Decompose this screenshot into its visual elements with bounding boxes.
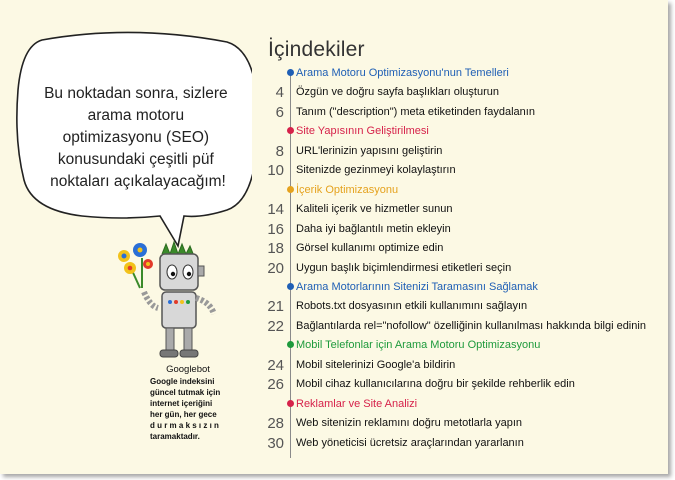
mascot-description-line: internet içeriğini xyxy=(150,399,213,408)
bubble-line-2: arama motoru xyxy=(87,107,185,124)
section-bullet-icon xyxy=(287,283,294,290)
toc-entry-label: Özgün ve doğru sayfa başlıkları oluşturun xyxy=(296,86,500,99)
toc-section-heading[interactable] xyxy=(240,121,665,141)
toc-entry-label: Web sitenizin reklamını doğru metotlarla yapın xyxy=(296,417,523,430)
toc-section-label: Arama Motoru Optimizasyonu'nun Temelleri xyxy=(296,67,509,79)
toc-entry-label: Kaliteli içerik ve hizmetler sunun xyxy=(296,203,453,216)
section-bullet-icon xyxy=(287,341,294,348)
section-bullet-icon xyxy=(287,69,294,76)
toc-section-heading[interactable] xyxy=(240,180,665,200)
toc-page-number: 16 xyxy=(267,220,284,238)
toc-entry[interactable] xyxy=(240,413,665,433)
bubble-line-3: optimizasyonu (SEO) xyxy=(62,129,210,146)
toc-entry[interactable] xyxy=(240,258,665,278)
toc-page-number: 14 xyxy=(267,201,284,219)
toc-entry[interactable] xyxy=(240,82,665,102)
bubble-line-5: noktaları açıkalayacağım! xyxy=(50,173,226,190)
toc-entry[interactable] xyxy=(240,374,665,394)
toc-section-heading[interactable] xyxy=(240,335,665,355)
mascot-description-line: her gün, her gece xyxy=(150,410,217,419)
toc-page-number: 8 xyxy=(275,142,284,160)
toc-entry-label: Mobil sitelerinizi Google'a bildirin xyxy=(296,358,456,371)
bubble-line-4: konusundaki çeşitli püf xyxy=(57,151,214,168)
mascot-description-line: güncel tutmak için xyxy=(150,388,221,397)
mascot-description xyxy=(150,376,230,442)
toc-page-number: 21 xyxy=(267,298,284,316)
toc-entry-label: Mobil cihaz kullanıcılarına doğru bir şekilde rehberlik edin xyxy=(296,378,575,391)
toc-entry[interactable] xyxy=(240,160,665,180)
mascot-description-line: d u r m a k s ı z ı n xyxy=(150,421,219,430)
toc-section-heading[interactable] xyxy=(240,277,665,297)
toc-page-number: 24 xyxy=(267,356,284,374)
toc-page-number: 26 xyxy=(267,376,284,394)
toc-section-label: Arama Motorlarının Sitenizi Taramasını Sağlamak xyxy=(296,280,538,293)
toc-section-heading[interactable] xyxy=(240,394,665,414)
toc-entry[interactable] xyxy=(240,355,665,375)
toc-entry[interactable] xyxy=(240,316,665,336)
flower-bouquet-icon xyxy=(118,243,153,288)
toc-entry[interactable] xyxy=(240,199,665,219)
googlebot-robot-illustration xyxy=(110,236,230,366)
speech-bubble xyxy=(12,30,252,255)
toc-page-number: 6 xyxy=(275,103,284,121)
toc-page-number: 22 xyxy=(267,317,284,335)
toc-entry[interactable] xyxy=(240,433,665,453)
toc-entry[interactable] xyxy=(240,141,665,161)
toc-section-label: İçerik Optimizasyonu xyxy=(296,183,399,196)
toc-entry-label: Web yöneticisi ücretsiz araçlarından yararlanın xyxy=(296,436,524,449)
toc-page-number: 18 xyxy=(267,240,284,258)
toc-page-number: 30 xyxy=(267,434,284,452)
toc-section-label: Site Yapısının Geliştirilmesi xyxy=(296,125,429,138)
toc-section-label: Mobil Telefonlar için Arama Motoru Optimizasyonu xyxy=(296,339,541,352)
mascot-name: Googlebot xyxy=(166,364,210,375)
toc-section-label: Reklamlar ve Site Analizi xyxy=(296,397,418,410)
toc-entry-label: URL'lerinizin yapısını geliştirin xyxy=(296,144,443,157)
toc-page-number: 4 xyxy=(275,84,284,102)
toc-page-number: 20 xyxy=(267,259,284,277)
section-bullet-icon xyxy=(287,186,294,193)
toc-page-number: 28 xyxy=(267,415,284,433)
section-bullet-icon xyxy=(287,400,294,407)
toc-entry-label: Daha iyi bağlantılı metin ekleyin xyxy=(296,222,451,235)
toc-entry[interactable] xyxy=(240,296,665,316)
toc-title: İçindekiler xyxy=(268,38,365,61)
toc-entry-label: Görsel kullanımı optimize edin xyxy=(296,242,444,255)
mascot-description-line: Google indeksini xyxy=(150,377,215,386)
mascot-description-line: taramaktadır. xyxy=(150,432,200,441)
toc-entry-label: Robots.txt dosyasının etkili kullanımını sağlayın xyxy=(296,300,528,313)
toc-entry-label: Uygun başlık biçimlendirmesi etiketleri seçin xyxy=(296,261,512,274)
bubble-line-1: Bu noktadan sonra, sizlere xyxy=(44,85,228,102)
toc-entry-label: Sitenizde gezinmeyi kolaylaştırın xyxy=(296,164,456,177)
toc-entry[interactable] xyxy=(240,238,665,258)
toc-section-heading[interactable] xyxy=(240,63,665,83)
toc-entry[interactable] xyxy=(240,102,665,122)
svg-text:Bu noktadan sonra, sizlere xyxy=(44,85,232,190)
speech-bubble-shape xyxy=(12,30,252,250)
toc-entry[interactable] xyxy=(240,219,665,239)
section-bullet-icon xyxy=(287,127,294,134)
toc-page-number: 10 xyxy=(267,162,284,180)
toc-entry-label: Tanım ("description") meta etiketinden faydalanın xyxy=(296,105,535,118)
toc-entry-label: Bağlantılarda rel="nofollow" özelliğinin kullanılması hakkında bilgi edinin xyxy=(296,319,646,332)
